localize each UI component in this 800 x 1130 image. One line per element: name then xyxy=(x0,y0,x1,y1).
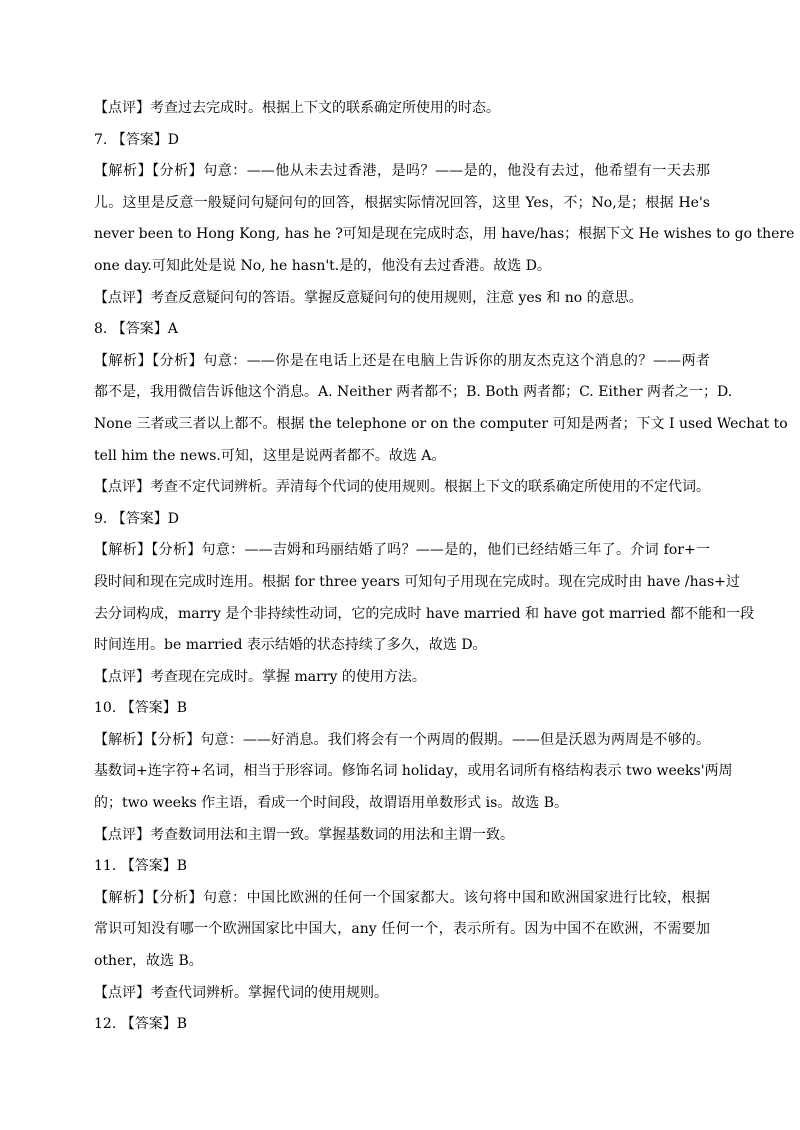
answer-heading-8: 8. 【答案】A xyxy=(94,321,178,338)
document-page xyxy=(94,93,795,1041)
analysis-line: None 三者或三者以上都不。根据 the telephone or on the computer 可知是两者；下文 I used Wechat to xyxy=(94,415,788,432)
analysis-line: 【解析】【分析】句意：——好消息。我们将会有一个两周的假期。——但是沃恩为两周是不够的。 xyxy=(94,731,710,748)
comment-line: 【点评】考查现在完成时。掌握 marry 的使用方法。 xyxy=(94,668,426,685)
comment-line: 【点评】考查代词辨析。掌握代词的使用规则。 xyxy=(94,984,388,1001)
analysis-line: 儿。这里是反意一般疑问句疑问句的回答，根据实际情况回答，这里 Yes，不；No,是；根据 He's xyxy=(94,194,710,211)
analysis-line: never been to Hong Kong, has he ?可知是现在完成时态，用 have/has；根据下文 He wishes to go there xyxy=(94,226,795,243)
answer-heading-9: 9. 【答案】D xyxy=(94,510,180,527)
analysis-line: 时间连用。be married 表示结婚的状态持续了多久，故选 D。 xyxy=(94,637,487,654)
comment-line: 【点评】考查反意疑问句的答语。掌握反意疑问句的使用规则，注意 yes 和 no 的意思。 xyxy=(94,289,643,306)
analysis-line: 【解析】【分析】句意：——他从未去过香港，是吗？——是的，他没有去过，他希望有一天去那 xyxy=(94,163,710,180)
comment-line: 【点评】考查过去完成时。根据上下文的联系确定所使用的时态。 xyxy=(94,100,500,116)
analysis-line: 段时间和现在完成时连用。根据 for three years 可知句子用现在完成时。现在完成时由 have /has+过 xyxy=(94,573,740,590)
analysis-line: one day.可知此处是说 No, he hasn't.是的，他没有去过香港。故选 D。 xyxy=(94,257,551,274)
analysis-line: 都不是，我用微信告诉他这个消息。A. Neither 两者都不；B. Both 两者都；C. Either 两者之一；D. xyxy=(94,384,733,401)
comment-line: 【点评】考查数词用法和主谓一致。掌握基数词的用法和主谓一致。 xyxy=(94,826,514,843)
answer-heading-10: 10. 【答案】B xyxy=(94,700,188,717)
answer-heading-12: 12. 【答案】B xyxy=(94,1016,188,1033)
answer-heading-7: 7. 【答案】D xyxy=(94,131,180,148)
analysis-line: 【解析】【分析】句意：——吉姆和玛丽结婚了吗？——是的，他们已经结婚三年了。介词 for+一 xyxy=(94,542,710,559)
comment-line: 【点评】考查不定代词辨析。弄清每个代词的使用规则。根据上下文的联系确定所使用的不定代词。 xyxy=(94,479,710,496)
analysis-line: 【解析】【分析】句意：中国比欧洲的任何一个国家都大。该句将中国和欧洲国家进行比较，根据 xyxy=(94,889,710,906)
analysis-line: 常识可知没有哪一个欧洲国家比中国大，any 任何一个，表示所有。因为中国不在欧洲，不需要加 xyxy=(94,921,710,938)
analysis-line: 去分词构成，marry 是个非持续性动词，它的完成时 have married 和 have got married 都不能和一段 xyxy=(94,605,755,622)
analysis-line: other，故选 B。 xyxy=(94,953,203,970)
analysis-line: 的；two weeks 作主语，看成一个时间段，故谓语用单数形式 is。故选 B。 xyxy=(94,795,569,812)
analysis-line: tell him the news.可知，这里是说两者都不。故选 A。 xyxy=(94,447,446,464)
answer-heading-11: 11. 【答案】B xyxy=(94,858,188,875)
analysis-line: 基数词+连字符+名词，相当于形容词。修饰名词 holiday，或用名词所有格结构表示 two weeks'两周 xyxy=(94,763,733,780)
analysis-line: 【解析】【分析】句意：——你是在电话上还是在电脑上告诉你的朋友杰克这个消息的？——两者 xyxy=(94,352,710,369)
